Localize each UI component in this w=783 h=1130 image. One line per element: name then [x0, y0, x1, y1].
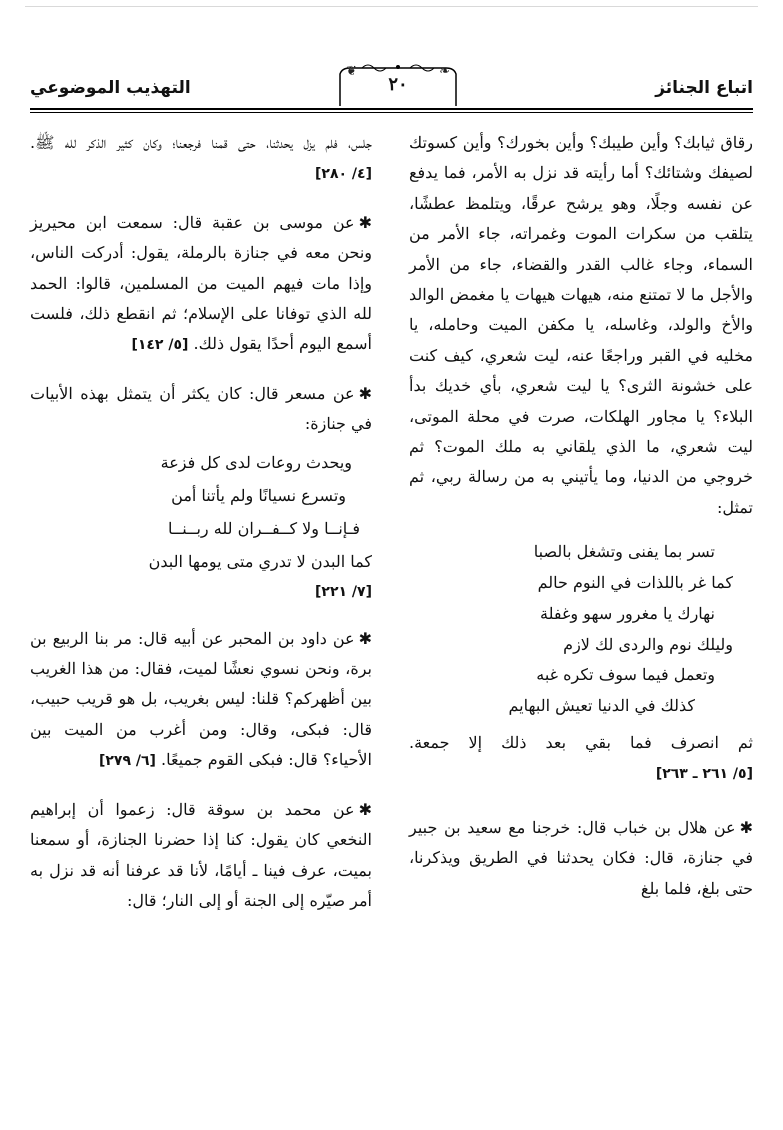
poem-verse: وتعمل فيما سوف تكره غبه	[536, 665, 715, 685]
page-header	[30, 62, 753, 114]
right-ornament-icon: ❧	[439, 64, 450, 79]
asterisk-icon: ✱	[358, 383, 372, 403]
paragraph-text: عن محمد بن سوقة قال: زعموا أن إبراهيم النخعي كان يقول: كنا إذا حضرنا الجنازة، أو سمعنا بميت، عرف فينا ـ أيامًا، لأنا قد عرفنا أنه قد نزل به أمر صيّره إلى الجنة أو إلى النار؛ قال:	[30, 799, 372, 910]
paragraph	[30, 128, 372, 190]
citation-reference: [٥/ ١٤٢]	[131, 337, 189, 354]
paragraph-text: جلس، فلم يزل يحدثنا، حتى قمنا فرجعنا؛ وكان كثير الذكر لله ﷺ.	[30, 133, 372, 152]
paragraph	[30, 379, 372, 440]
asterisk-icon: ✱	[358, 799, 372, 819]
poem-verse: وتسرع نسيانًا ولم يأتنا أمن	[171, 485, 346, 505]
asterisk-icon: ✱	[739, 817, 753, 837]
paragraph-text: عن مسعر قال: كان يكثر أن يتمثل بهذه الأبيات في جنازة:	[30, 383, 372, 434]
citation-reference: [٦/ ٢٧٩]	[98, 753, 156, 770]
citation-reference: [٧/ ٢٢١]	[315, 583, 372, 600]
book-title: التهذيب الموضوعي	[30, 78, 191, 98]
paragraph	[30, 624, 372, 777]
poem-verse: كما غر باللذات في النوم حالم	[537, 573, 733, 593]
paragraph	[30, 795, 372, 917]
poem-verse: نهارك يا مغرور سهو وغفلة	[540, 603, 715, 623]
paragraph	[30, 208, 372, 361]
paragraph-text: عن داود بن المحبر عن أبيه قال: مر بنا الربيع بن برة، ونحن نسوي نعشًا لميت، فقال: من هذا الغريب بين أظهركم؟ قلنا: ليس بغريب، بل هو قريب حبيب، قال: فبكى، وقال: ومن أغرب من الميت بين الأحياء؟ قال: فبكى القوم جميعًا.	[30, 628, 372, 770]
header-rule	[30, 108, 753, 110]
citation-reference: [٥/ ٢٦١ ـ ٢٦٣]	[655, 766, 753, 783]
header-rule-thin	[30, 112, 753, 113]
poem-verse: وليلك نوم والردى لك لازم	[563, 634, 733, 654]
citation-reference: [٤/ ٢٨٠]	[315, 166, 372, 183]
right-column	[409, 128, 753, 904]
page-number-box	[332, 62, 464, 108]
paragraph	[409, 728, 753, 790]
paragraph	[409, 813, 753, 904]
page-number: ٢٠	[388, 74, 408, 95]
poem-verse: ويحدث روعات لدى كل فزعة	[160, 452, 352, 472]
poem-verse: تسر بما يفنى وتشغل بالصبا	[533, 542, 715, 562]
asterisk-icon: ✱	[358, 212, 372, 232]
left-ornament-icon: ❦	[346, 64, 357, 79]
paragraph-text: عن موسى بن عقبة قال: سمعت ابن محيريز ونحن معه في جنازة بالرملة، يقول: أدركت الناس، وإذا مات فيهم الميت من المسلمين، قالوا: الحمد لله الذي توفانا على الإسلام؛ ثم انقطع ذلك، فلست أسمع اليوم أحدًا يقول ذلك.	[30, 212, 372, 354]
paragraph: رقاق ثيابك؟ وأين طيبك؟ وأين بخورك؟ وأين كسوتك لصيفك وشتائك؟ أما رأيته قد نزل به الأمر، فما يدفع عن نفسه وجلًا، وهو يرشح عرقًا، ويتلمظ عطشًا، يتلقب من سكرات الموت وغمراته، جاء الأمر من السماء، وجاء غالب القدر والقضاء، جاء من الأمر والأجل ما لا تمتنع منه، هيهات هيهات يا مغمض الوالد والأخ والولد، وغاسله، يا مكفن الميت وحامله، يا مخليه في القبر وراجعًا عنه، ليت شعري، كيف كنت على خشونة الثرى؟ يا ليت شعري، بأي خديك بدأ البلاء؟ يا مجاور الهلكات، صرت في محلة الموتى، ليت شعري، ما الذي يلقاني به ملك الموت؟ ثم خروجي من الدنيا، وما يأتيني به من رسالة ربي، ثم تمثل:	[409, 133, 753, 517]
paragraph-text: ثم انصرف فما بقي بعد ذلك إلا جمعة.	[409, 733, 753, 753]
poem	[30, 446, 372, 606]
paragraph-text: عن هلال بن خباب قال: خرجنا مع سعيد بن جبير في جنازة، قال: فكان يحدثنا في الطريق ويذكرنا، حتى بلغ، فلما بلغ	[409, 817, 753, 898]
chapter-title: اتباع الجنائز	[655, 78, 753, 98]
poem-verse: كما البدن لا تدري متى يومها البدن	[148, 551, 372, 571]
left-column	[30, 128, 372, 916]
top-border-line	[25, 6, 758, 7]
asterisk-icon: ✱	[358, 628, 372, 648]
poem	[409, 537, 753, 722]
poem-verse: كذلك في الدنيا تعيش البهايم	[508, 696, 695, 716]
poem-verse: فـإنــا ولا كــفــران لله ربــنــا	[168, 518, 360, 538]
